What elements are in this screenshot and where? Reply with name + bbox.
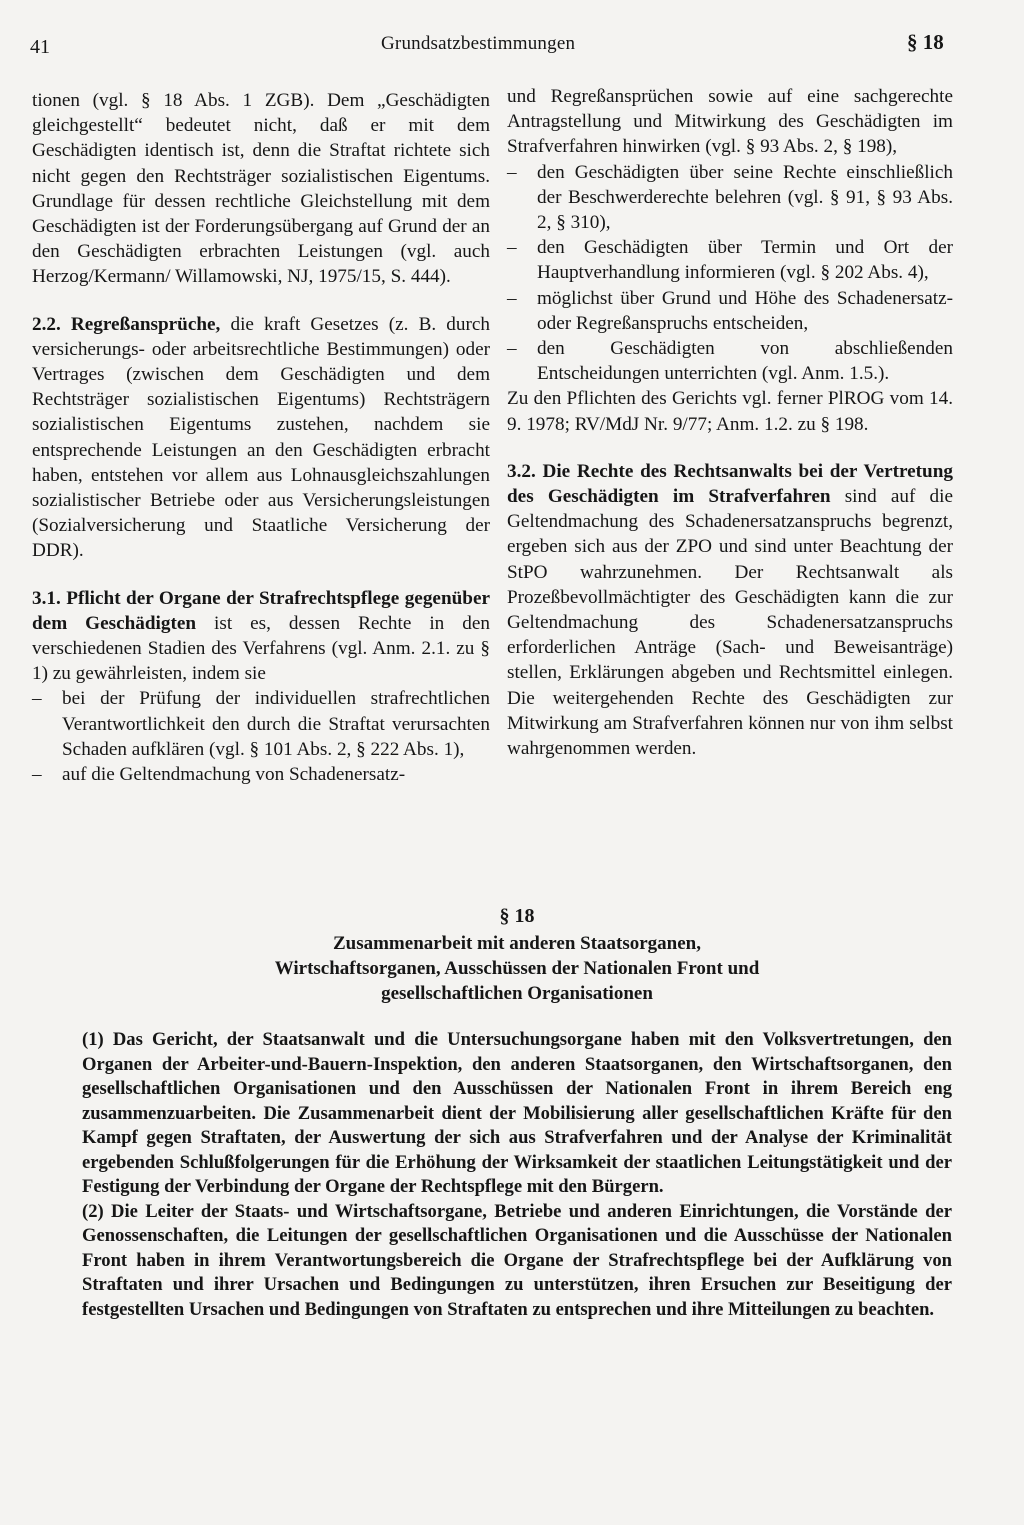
section-paragraph-1: (1) Das Gericht, der Staatsanwalt und die Untersuchungsorgane haben mit den Volksvertretungen, den Organen der Arbeiter-und-Bauern-Inspektion, den anderen Staatsorganen, den Wirtschaftsorganen, den gesellschaftlichen Organisationen und den Ausschüssen der Nationalen Front in ihrem Bereich eng zusammenzuarbeiten. Die Zusammenarbeit dient der Mobilisierung aller gesellschaftlichen Kräfte für den Kampf gegen Straftaten, der Auswertung der sich aus Strafverfahren und der Analyse der Kriminalität ergebenden Schlußfolgerungen für die Erhöhung der Wirksamkeit der staatlichen Leitungstätigkeit und der Festigung der Verbindung der Organe der Rechtspflege mit den Bürgern. (82, 1029, 952, 1197)
paragraph-2-2 (32, 312, 490, 564)
section-marker: § 18 (907, 30, 944, 54)
dash-item: – möglichst über Grund und Höhe des Schadenersatz- oder Regreßanspruchs entscheiden, (507, 286, 953, 336)
right-column (507, 84, 953, 761)
running-title: Grundsatzbestimmungen (381, 33, 576, 54)
paragraph-3-1 (32, 586, 490, 687)
dash-item: – den Geschädigten von abschließenden Entscheidungen unterrichten (vgl. Anm. 1.5.). (507, 336, 953, 386)
section-title-line: Zusammenarbeit mit anderen Staatsorganen, (332, 933, 702, 954)
section-title-line: gesellschaftlichen Organisationen (381, 983, 653, 1004)
section-number: § 18 (499, 905, 535, 927)
paragraph-claim-transfer: tionen (vgl. § 18 Abs. 1 ZGB). Dem „Geschädigten gleichgestellt“ bedeutet nicht, daß er mit dem Geschädigten identisch ist, denn die Straftat richtete sich nicht gegen den Rechtsträger sozialistischen Eigentums. Grundlage für dessen rechtliche Gleichstellung mit dem Geschädigten ist der Forderungsübergang auf Grund der an den Geschädigten erbrachten Leistungen (vgl. auch Herzog/Kermann/ Willamowski, NJ, 1975/15, S. 444). (32, 90, 490, 288)
paragraph-3-2 (507, 459, 953, 761)
paragraph-3-2-text: sind auf die Geltendmachung des Schadenersatzanspruchs begrenzt, ergeben sich aus der ZPO und sind unter Beachtung der StPO wahrzunehmen. Der Rechtsanwalt als Prozeßbevollmächtigter des Geschädigten kann die zur Geltendmachung des Schadenersatzanspruchs erforderlichen Anträge (Sach- und Beweisanträge) stellen, Erklärungen abgeben und Rechtsmittel einlegen. Die weitergehenden Rechte des Geschädigten zur Mitwirkung am Strafverfahren können nur von ihm selbst wahrgenommen werden. (507, 486, 953, 760)
paragraph-3-1-lead: 3.1. Pflicht der Organe der Strafrechtspflege gegenüber dem Geschädigten (32, 587, 490, 634)
dash-item: – auf die Geltendmachung von Schadenersatz- (32, 762, 490, 787)
page-number: 41 (30, 36, 50, 58)
paragraph-3-2-lead: Die Rechte des Rechtsanwalts bei der Vertretung des Geschädigten im Strafverfahren (507, 460, 953, 508)
paragraph-2-2-lead: 2.2. Regreßansprüche, (32, 313, 221, 335)
section-title (82, 931, 952, 1006)
left-column (32, 88, 490, 787)
paragraph-2-2-text: die kraft Gesetzes (z. B. durch versicherungs- oder arbeitsrechtliche Bestimmungen) oder Vertrages (zwischen dem Geschädigten und dem Rechtsträger sozialistischen Eigentums) Rechtsträgern sozialistischen Eigentums zustehen, nachdem sie entsprechende Leistungen an den Geschädigten erbracht haben, entstehen vor allem aus Lohnausgleichszahlungen sozialistischer Betriebe oder aus Versicherungsleistungen (Sozialversicherung und Staatliche Versicherung der DDR). (32, 313, 490, 562)
paragraph-3-2-number: 3.2. (507, 460, 536, 482)
dash-item: – den Geschädigten über Termin und Ort der Hauptverhandlung informieren (vgl. § 202 Abs. 4), (507, 235, 953, 285)
section-title-line: Wirtschaftsorganen, Ausschüssen der Nationalen Front und (274, 958, 760, 979)
paragraph-court-duties: Zu den Pflichten des Gerichts vgl. ferner PlROG vom 14. 9. 1978; RV/MdJ Nr. 9/77; Anm. 1.2. zu § 198. (507, 388, 953, 435)
paragraph-3-1-text: ist es, dessen Rechte in den verschiedenen Stadien des Verfahrens (vgl. Anm. 2.1. zu § 1) zu gewährleisten, indem sie (32, 612, 490, 685)
dash-item: – bei der Prüfung der individuellen strafrechtlichen Verantwortlichkeit den durch die Straftat verursachten Schaden aufklären (vgl. § 101 Abs. 2, § 222 Abs. 1), (32, 686, 490, 762)
dash-item: – den Geschädigten über seine Rechte einschließlich der Beschwerderechte belehren (vgl. § 91, § 93 Abs. 2, § 310), (507, 160, 953, 236)
paragraph-continuation: und Regreßansprüchen sowie auf eine sachgerechte Antragstellung und Mitwirkung des Geschädigten im Strafverfahren hinwirken (vgl. § 93 Abs. 2, § 198), (507, 86, 953, 158)
section-paragraph-2: (2) Die Leiter der Staats- und Wirtschaftsorgane, Betriebe und anderen Einrichtungen, die Vorstände der Genossenschaften, die Leitungen der gesellschaftlichen Organisationen und die Ausschüsse der Nationalen Front haben in ihrem Verantwortungsbereich die Organe der Strafrechtspflege bei der Aufklärung von Straftaten und ihrer Ursachen und Bedingungen zu unterstützen, ihren Ersuchen zur Beseitigung der festgestellten Ursachen und Bedingungen von Straftaten zu entsprechen und ihre Mitteilungen zu beachten. (82, 1200, 952, 1320)
section-18 (82, 903, 952, 1322)
